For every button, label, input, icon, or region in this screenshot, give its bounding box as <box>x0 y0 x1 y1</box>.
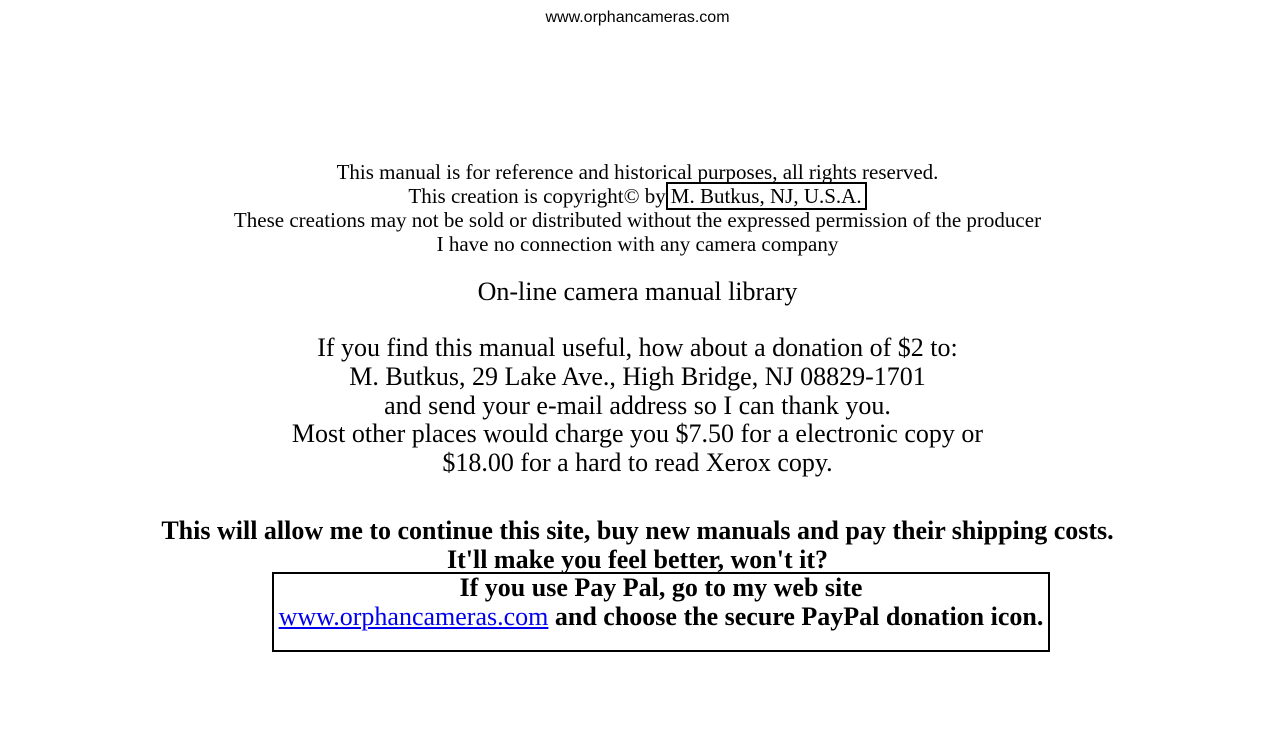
distribution-line: These creations may not be sold or distributed without the expressed permission of the producer <box>233 208 1042 232</box>
paypal-link-line <box>274 603 1048 632</box>
paypal-box <box>272 572 1050 652</box>
no-connection-line: I have no connection with any camera company <box>436 232 839 256</box>
donation-line: Most other places would charge you $7.50 for a electronic copy or <box>291 419 984 449</box>
donation-address-line: M. Butkus, 29 Lake Ave., High Bridge, NJ 08829-1701 <box>349 361 926 391</box>
website-link[interactable]: www.orphancameras.com <box>278 601 549 631</box>
support-line: It'll make you feel better, won't it? <box>446 545 829 574</box>
support-line: This will allow me to continue this site, buy new manuals and pay their shipping costs. <box>161 516 1114 545</box>
library-title: On-line camera manual library <box>477 277 798 306</box>
donation-line: $18.00 for a hard to read Xerox copy. <box>442 448 833 478</box>
page-header-site: www.orphancameras.com <box>545 9 730 26</box>
copyright-line <box>0 184 1275 208</box>
copyright-notice <box>0 160 1275 256</box>
owner-name-box: M. Butkus, NJ, U.S.A. <box>666 182 867 210</box>
paypal-line: If you use Pay Pal, go to my web site <box>459 573 863 602</box>
rights-line: This manual is for reference and historical purposes, all rights reserved. <box>336 160 939 184</box>
donation-line: and send your e-mail address so I can thank you. <box>384 390 891 420</box>
copyright-prefix: This creation is copyright© by <box>408 184 666 208</box>
paypal-line-suffix: and choose the secure PayPal donation icon. <box>548 601 1044 631</box>
support-message <box>0 516 1275 574</box>
donation-line: If you find this manual useful, how about a donation of $2 to: <box>317 333 958 362</box>
donation-request <box>0 334 1275 478</box>
